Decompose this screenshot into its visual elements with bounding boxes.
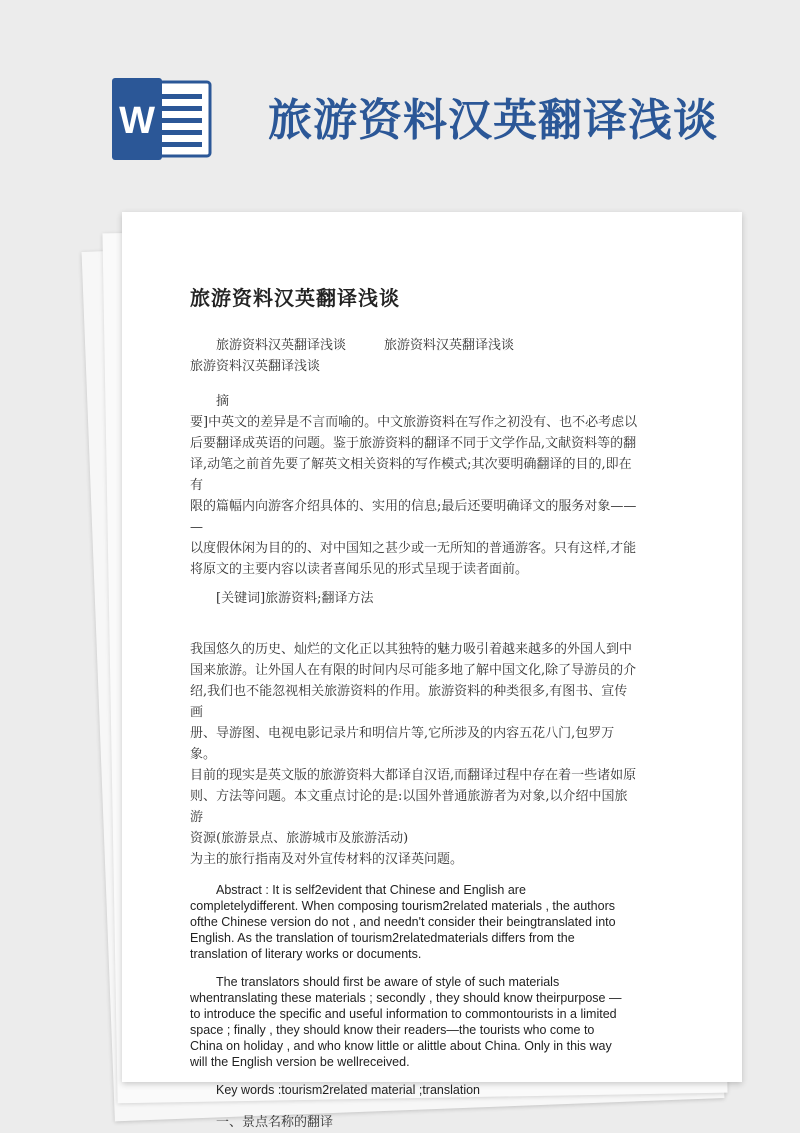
document-page xyxy=(122,212,742,1130)
abstract-zh xyxy=(190,391,640,580)
abstract-line: — xyxy=(190,520,203,535)
banner-title: 旅游资料汉英翻译浅谈 xyxy=(268,95,718,146)
abstract-en-paragraph-2 xyxy=(190,974,640,1070)
abstract-en-line: completelydifferent. When composing tourism2related materials , the authors xyxy=(190,899,615,913)
intro-line: 册、导游图、电视电影记录片和明信片等,它所涉及的内容五花八门,包罗万象。 xyxy=(190,726,615,762)
intro-paragraph xyxy=(190,639,640,870)
intro-line: 目前的现实是英文版的旅游资料大都译自汉语,而翻译过程中存在着一些诸如原 xyxy=(190,768,637,783)
intro-line: 为主的旅行指南及对外宣传材料的汉译英问题。 xyxy=(190,852,464,867)
document-title: 旅游资料汉英翻译浅谈 xyxy=(190,286,400,310)
abstract-line: 以度假休闲为目的的、对中国知之甚少或一无所知的普通游客。只有这样,才能 xyxy=(190,541,637,556)
abstract-line: 译,动笔之前首先要了解英文相关资料的写作模式;其次要明确翻译的目的,即在有 xyxy=(190,457,632,493)
abstract-line: 限的篇幅内向游客介绍具体的、实用的信息;最后还要明确译文的服务对象—— xyxy=(190,499,637,514)
keywords-zh: [关键词]旅游资料;翻译方法 xyxy=(216,591,374,606)
abstract-en-line: translation of literary works or documents. xyxy=(190,947,422,961)
subtitle-block xyxy=(190,335,640,377)
intro-line: 则、方法等问题。本文重点讨论的是:以国外普通旅游者为对象,以介绍中国旅游 xyxy=(190,789,628,825)
abstract-en-line: to introduce the specific and useful information to commontourists in a limited xyxy=(190,1007,617,1021)
abstract-line: 将原文的主要内容以读者喜闻乐见的形式呈现于读者面前。 xyxy=(190,562,529,577)
subtitle-line: 旅游资料汉英翻译浅谈 xyxy=(216,338,347,353)
abstract-en-line: English. As the translation of tourism2relatedmaterials differs from the xyxy=(190,931,575,945)
abstract-line: 后要翻译成英语的问题。鉴于旅游资料的翻译不同于文学作品,文献资料等的翻 xyxy=(190,436,637,451)
intro-line: 资源(旅游景点、旅游城市及旅游活动) xyxy=(190,831,409,846)
subtitle-line: 旅游资料汉英翻译浅谈 xyxy=(190,359,321,374)
subtitle-line: 旅游资料汉英翻译浅谈 xyxy=(384,338,515,353)
abstract-en-line: whentranslating these materials ; secondly , they should know theirpurpose — xyxy=(190,991,622,1005)
abstract-en-line: will the English version be wellreceived. xyxy=(190,1055,410,1069)
intro-line: 我国悠久的历史、灿烂的文化正以其独特的魅力吸引着越来越多的外国人到中 xyxy=(190,642,633,657)
abstract-en-line: China on holiday , and who know little or alittle about China. Only in this way xyxy=(190,1039,612,1053)
keywords-en: Key words :tourism2related material ;translation xyxy=(216,1083,481,1097)
word-logo-icon xyxy=(112,78,212,160)
abstract-en-line: The translators should first be aware of style of such materials xyxy=(216,975,560,989)
abstract-en-paragraph-1 xyxy=(190,882,640,962)
abstract-en-line: Abstract : It is self2evident that Chinese and English are xyxy=(216,883,526,897)
intro-line: 绍,我们也不能忽视相关旅游资料的作用。旅游资料的种类很多,有图书、宣传画 xyxy=(190,684,628,720)
abstract-line: 要]中英文的差异是不言而喻的。中文旅游资料在写作之初没有、也不必考虑以 xyxy=(190,415,638,430)
abstract-label: 摘 xyxy=(216,394,230,409)
keywords-en-block xyxy=(190,1082,640,1098)
abstract-en-line: space ; finally , they should know their readers—the tourists who come to xyxy=(190,1023,595,1037)
intro-line: 国来旅游。让外国人在有限的时间内尽可能多地了解中国文化,除了导游员的介 xyxy=(190,663,637,678)
section-heading: 一、景点名称的翻译 xyxy=(216,1115,334,1130)
svg-text:W: W xyxy=(119,100,155,142)
document-content xyxy=(190,282,640,1133)
abstract-en-line: ofthe Chinese version do not , and needn't consider their beingtranslated into xyxy=(190,915,616,929)
